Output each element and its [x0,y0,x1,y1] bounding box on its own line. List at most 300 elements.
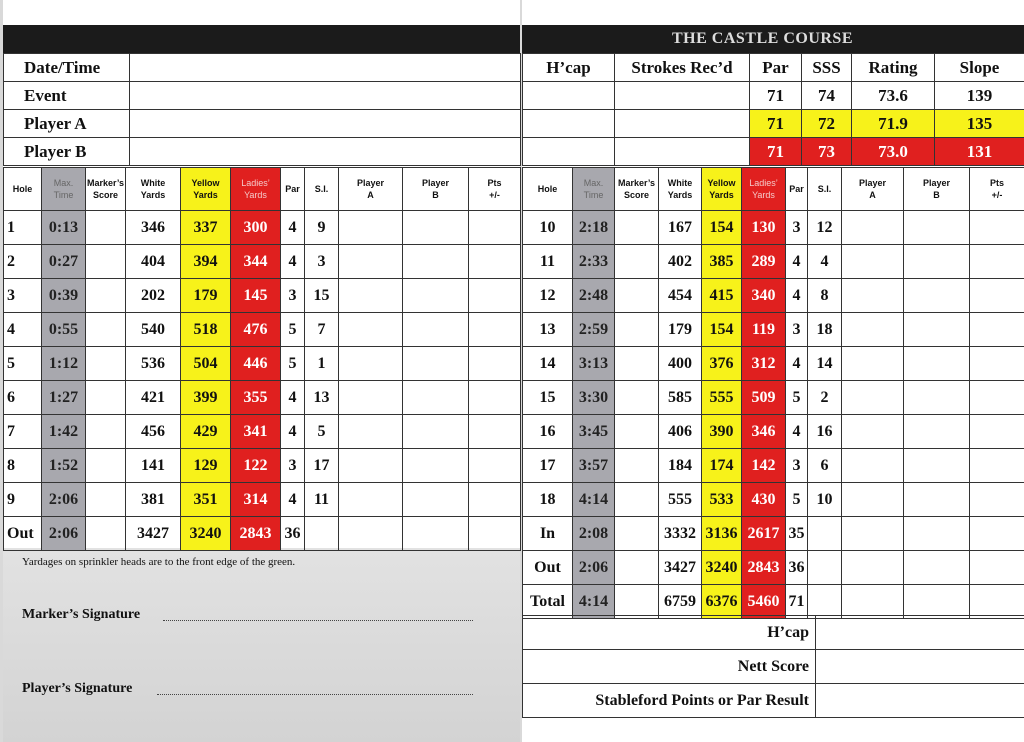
hole-row [4,211,521,245]
ladies-sss: 73 [802,138,852,166]
stroke-index: 3 [305,245,339,279]
out-player-b[interactable] [403,517,469,551]
white-yards: 167 [659,211,702,245]
ladies-yards: 289 [742,245,786,279]
player-b-score-cell[interactable] [904,585,970,619]
max-time: 2:48 [573,279,615,313]
yellow-yards: 174 [702,449,742,483]
total-row [523,585,1024,619]
marker-score-cell[interactable] [86,279,126,313]
player-b-score-cell[interactable] [904,551,970,585]
yellow-yards: 154 [702,313,742,347]
par: 3 [786,211,808,245]
par: 35 [786,517,808,551]
points-cell[interactable] [970,585,1024,619]
total-label: In [523,517,573,551]
max-time: 2:08 [573,517,615,551]
ladies-yards: 142 [742,449,786,483]
marker-score-cell[interactable] [615,211,659,245]
par-header: Par [750,54,802,82]
hole-row [523,245,1024,279]
player-a-hcap[interactable] [523,110,615,138]
marker-score-cell[interactable] [86,347,126,381]
player-a-score-cell[interactable] [842,211,904,245]
hole-row [4,483,521,517]
hole-number: 11 [523,245,573,279]
white-yards: 456 [126,415,181,449]
white-yards: 540 [126,313,181,347]
player-b-score-cell[interactable] [904,347,970,381]
white-yards: 585 [659,381,702,415]
points-cell[interactable] [970,279,1024,313]
ladies-yards: 122 [231,449,281,483]
hole-number: 15 [523,381,573,415]
player-b-score-cell[interactable] [403,381,469,415]
max-time: 0:55 [42,313,86,347]
player-a-score-cell[interactable] [339,415,403,449]
player-a-score-cell[interactable] [842,279,904,313]
par: 4 [281,211,305,245]
par: 5 [786,483,808,517]
right-header-table [522,53,1024,166]
player-a-score-cell[interactable] [339,245,403,279]
par: 5 [786,381,808,415]
ladies-rating: 73.0 [852,138,935,166]
hole-number: 12 [523,279,573,313]
col-ladies-yards: Ladies’ Yards [742,168,786,211]
player-a-score-cell[interactable] [842,483,904,517]
player-a-score-cell[interactable] [842,585,904,619]
par: 3 [786,313,808,347]
white-yards: 555 [659,483,702,517]
marker-score-cell[interactable] [86,483,126,517]
event-field[interactable] [130,82,521,110]
stroke-index: 18 [808,313,842,347]
hole-number: 6 [4,381,42,415]
marker-score-cell[interactable] [615,415,659,449]
white-yards: 404 [126,245,181,279]
total-row [523,551,1024,585]
ladies-yards: 5460 [742,585,786,619]
col-si: S.I. [305,168,339,211]
marker-score-cell[interactable] [615,279,659,313]
ladies-yards: 119 [742,313,786,347]
player-b-score-cell[interactable] [403,415,469,449]
par: 4 [786,415,808,449]
marker-score-cell[interactable] [615,517,659,551]
player-b-field[interactable] [130,138,521,166]
white-rating: 73.6 [852,82,935,110]
yellow-yards: 337 [181,211,231,245]
white-yards: 3332 [659,517,702,551]
par: 36 [786,551,808,585]
white-yards: 402 [659,245,702,279]
max-time: 0:27 [42,245,86,279]
hole-number: 4 [4,313,42,347]
player-b-score-cell[interactable] [403,313,469,347]
hole-row [4,415,521,449]
white-yards: 400 [659,347,702,381]
player-b-score-cell[interactable] [403,347,469,381]
stroke-index: 10 [808,483,842,517]
yellow-yards: 555 [702,381,742,415]
hole-row [523,347,1024,381]
stroke-index [808,551,842,585]
max-time: 0:39 [42,279,86,313]
slope-header: Slope [935,54,1024,82]
points-cell[interactable] [970,483,1024,517]
white-slope: 139 [935,82,1024,110]
front-nine-table [3,167,521,551]
max-time: 4:14 [573,483,615,517]
yellow-yards: 504 [181,347,231,381]
white-sss: 74 [802,82,852,110]
nett-score-label: Nett Score [523,650,816,684]
strokes-recd-header: Strokes Rec’d [615,54,750,82]
yellow-yards: 394 [181,245,231,279]
course-title: THE CASTLE COURSE [672,30,853,47]
stableford-field[interactable] [816,684,1024,718]
white-yards: 184 [659,449,702,483]
result-rows [522,615,1024,718]
yellow-yards: 533 [702,483,742,517]
player-a-score-cell[interactable] [339,449,403,483]
par: 4 [786,279,808,313]
player-a-score-cell[interactable] [842,415,904,449]
ladies-yards: 2843 [742,551,786,585]
ladies-yards: 130 [742,211,786,245]
marker-score-cell[interactable] [86,449,126,483]
hole-row [4,245,521,279]
out-yellow: 3240 [181,517,231,551]
player-b-score-cell[interactable] [904,517,970,551]
white-yards: 3427 [659,551,702,585]
hcap-row-label: H’cap [523,616,816,650]
player-b-score-cell[interactable] [403,449,469,483]
stroke-index [808,517,842,551]
par: 5 [281,313,305,347]
max-time: 2:59 [573,313,615,347]
player-b-score-cell[interactable] [403,211,469,245]
points-cell[interactable] [469,347,521,381]
col-markers-score: Marker’s Score [86,168,126,211]
col-hole: Hole [4,168,42,211]
white-yards: 421 [126,381,181,415]
ladies-yards: 355 [231,381,281,415]
player-b-score-cell[interactable] [904,245,970,279]
white-par: 71 [750,82,802,110]
col-par: Par [281,168,305,211]
white-yards: 179 [659,313,702,347]
yellow-yards: 3240 [702,551,742,585]
player-a-score-cell[interactable] [842,245,904,279]
hole-row [4,449,521,483]
out-white: 3427 [126,517,181,551]
points-cell[interactable] [970,313,1024,347]
white-yards: 406 [659,415,702,449]
event-strokes[interactable] [615,82,750,110]
par: 4 [281,245,305,279]
marker-score-cell[interactable] [615,347,659,381]
player-a-score-cell[interactable] [842,449,904,483]
col-player-b: Player B [904,168,970,211]
par: 4 [786,245,808,279]
par: 4 [281,483,305,517]
hole-number: 1 [4,211,42,245]
hole-row [4,347,521,381]
sss-header: SSS [802,54,852,82]
player-b-score-cell[interactable] [904,449,970,483]
points-cell[interactable] [970,347,1024,381]
marker-score-cell[interactable] [615,585,659,619]
max-time: 1:52 [42,449,86,483]
player-a-score-cell[interactable] [339,483,403,517]
out-time: 2:06 [42,517,86,551]
max-time: 4:14 [573,585,615,619]
ladies-yards: 312 [742,347,786,381]
col-par: Par [786,168,808,211]
white-yards: 346 [126,211,181,245]
date-time-label: Date/Time [4,54,130,82]
player-b-label: Player B [4,138,130,166]
out-label: Out [4,517,42,551]
hole-row [523,381,1024,415]
stableford-label: Stableford Points or Par Result [523,684,816,718]
player-b-score-cell[interactable] [904,279,970,313]
stroke-index: 2 [808,381,842,415]
hole-number: 9 [4,483,42,517]
marker-score-cell[interactable] [86,245,126,279]
marker-score-cell[interactable] [86,381,126,415]
yellow-yards: 376 [702,347,742,381]
hole-number: 13 [523,313,573,347]
col-white-yards: White Yards [659,168,702,211]
yardage-note: Yardages on sprinkler heads are to the front edge of the green. [22,556,296,568]
total-label: Total [523,585,573,619]
yellow-sss: 72 [802,110,852,138]
col-si: S.I. [808,168,842,211]
hole-number: 7 [4,415,42,449]
max-time: 3:30 [573,381,615,415]
yellow-yards: 179 [181,279,231,313]
points-cell[interactable] [970,245,1024,279]
player-a-score-cell[interactable] [842,517,904,551]
yellow-yards: 6376 [702,585,742,619]
player-b-strokes[interactable] [615,138,750,166]
rating-header: Rating [852,54,935,82]
points-cell[interactable] [469,449,521,483]
left-header-bar [3,25,520,53]
out-marker-score[interactable] [86,517,126,551]
hole-row [4,381,521,415]
event-label: Event [4,82,130,110]
yellow-slope: 135 [935,110,1024,138]
marker-score-cell[interactable] [86,415,126,449]
ladies-yards: 300 [231,211,281,245]
yellow-yards: 390 [702,415,742,449]
ladies-yards: 446 [231,347,281,381]
player-a-score-cell[interactable] [842,347,904,381]
points-cell[interactable] [469,415,521,449]
par: 3 [281,279,305,313]
ladies-yards: 430 [742,483,786,517]
event-hcap[interactable] [523,82,615,110]
ladies-yards: 344 [231,245,281,279]
total-row [523,517,1024,551]
yellow-yards: 351 [181,483,231,517]
stroke-index [808,585,842,619]
hcap-header: H’cap [523,54,615,82]
par: 71 [786,585,808,619]
points-cell[interactable] [970,551,1024,585]
max-time: 1:42 [42,415,86,449]
col-pts: Pts +/- [970,168,1024,211]
points-cell[interactable] [469,211,521,245]
white-yards: 6759 [659,585,702,619]
player-a-score-cell[interactable] [842,551,904,585]
hole-number: 16 [523,415,573,449]
max-time: 3:57 [573,449,615,483]
player-a-score-cell[interactable] [842,313,904,347]
nett-score-field[interactable] [816,650,1024,684]
points-cell[interactable] [970,415,1024,449]
stroke-index: 5 [305,415,339,449]
col-markers-score: Marker’s Score [615,168,659,211]
marker-score-cell[interactable] [615,313,659,347]
stroke-index: 7 [305,313,339,347]
points-cell[interactable] [970,449,1024,483]
hole-number: 3 [4,279,42,313]
par: 4 [786,347,808,381]
hole-row [523,313,1024,347]
yellow-yards: 429 [181,415,231,449]
par: 5 [281,347,305,381]
yellow-yards: 415 [702,279,742,313]
points-cell[interactable] [970,381,1024,415]
marker-score-cell[interactable] [86,211,126,245]
marker-score-cell[interactable] [615,483,659,517]
player-b-score-cell[interactable] [904,211,970,245]
player-b-score-cell[interactable] [904,313,970,347]
par: 4 [281,381,305,415]
player-b-hcap[interactable] [523,138,615,166]
hole-number: 14 [523,347,573,381]
par: 3 [281,449,305,483]
player-b-score-cell[interactable] [904,483,970,517]
hcap-row-field[interactable] [816,616,1024,650]
player-b-score-cell[interactable] [403,279,469,313]
white-yards: 141 [126,449,181,483]
par: 4 [281,415,305,449]
white-yards: 381 [126,483,181,517]
hole-number: 8 [4,449,42,483]
player-a-score-cell[interactable] [339,313,403,347]
out-pts[interactable] [469,517,521,551]
stroke-index: 8 [808,279,842,313]
max-time: 2:06 [573,551,615,585]
marker-score-cell[interactable] [86,313,126,347]
par: 3 [786,449,808,483]
hole-row [523,211,1024,245]
max-time: 1:12 [42,347,86,381]
player-b-score-cell[interactable] [403,483,469,517]
out-par: 36 [281,517,305,551]
player-b-score-cell[interactable] [904,381,970,415]
ladies-yards: 346 [742,415,786,449]
hole-row [523,483,1024,517]
marker-score-cell[interactable] [615,245,659,279]
left-footer-area [3,548,520,742]
player-b-score-cell[interactable] [904,415,970,449]
player-a-score-cell[interactable] [339,211,403,245]
stroke-index: 6 [808,449,842,483]
col-player-a: Player A [339,168,403,211]
yellow-yards: 399 [181,381,231,415]
out-ladies: 2843 [231,517,281,551]
player-b-score-cell[interactable] [403,245,469,279]
player-signature-line[interactable] [157,694,473,695]
max-time: 1:27 [42,381,86,415]
col-yellow-yards: Yellow Yards [181,168,231,211]
points-cell[interactable] [469,245,521,279]
out-si [305,517,339,551]
back-nine-table [522,167,1024,619]
left-header-table [3,53,521,166]
marker-signature-line[interactable] [163,620,473,621]
player-a-score-cell[interactable] [842,381,904,415]
max-time: 2:06 [42,483,86,517]
max-time: 2:33 [573,245,615,279]
player-a-score-cell[interactable] [339,279,403,313]
marker-score-cell[interactable] [615,381,659,415]
col-hole: Hole [523,168,573,211]
player-a-score-cell[interactable] [339,381,403,415]
max-time: 3:45 [573,415,615,449]
yellow-yards: 3136 [702,517,742,551]
ladies-yards: 340 [742,279,786,313]
yellow-yards: 518 [181,313,231,347]
ladies-yards: 314 [231,483,281,517]
player-a-field[interactable] [130,110,521,138]
points-cell[interactable] [469,381,521,415]
marker-score-cell[interactable] [615,449,659,483]
points-cell[interactable] [970,517,1024,551]
col-player-b: Player B [403,168,469,211]
stroke-index: 4 [808,245,842,279]
hole-number: 18 [523,483,573,517]
col-player-a: Player A [842,168,904,211]
points-cell[interactable] [469,483,521,517]
points-cell[interactable] [469,313,521,347]
player-a-strokes[interactable] [615,110,750,138]
stroke-index: 16 [808,415,842,449]
points-cell[interactable] [970,211,1024,245]
yellow-yards: 385 [702,245,742,279]
date-time-field[interactable] [130,54,521,82]
hole-row [523,279,1024,313]
player-a-score-cell[interactable] [339,347,403,381]
marker-signature-label: Marker’s Signature [22,607,141,622]
ladies-yards: 145 [231,279,281,313]
hole-number: 2 [4,245,42,279]
yellow-par: 71 [750,110,802,138]
player-a-label: Player A [4,110,130,138]
stroke-index: 15 [305,279,339,313]
hole-row [523,449,1024,483]
marker-score-cell[interactable] [615,551,659,585]
out-player-a[interactable] [339,517,403,551]
points-cell[interactable] [469,279,521,313]
